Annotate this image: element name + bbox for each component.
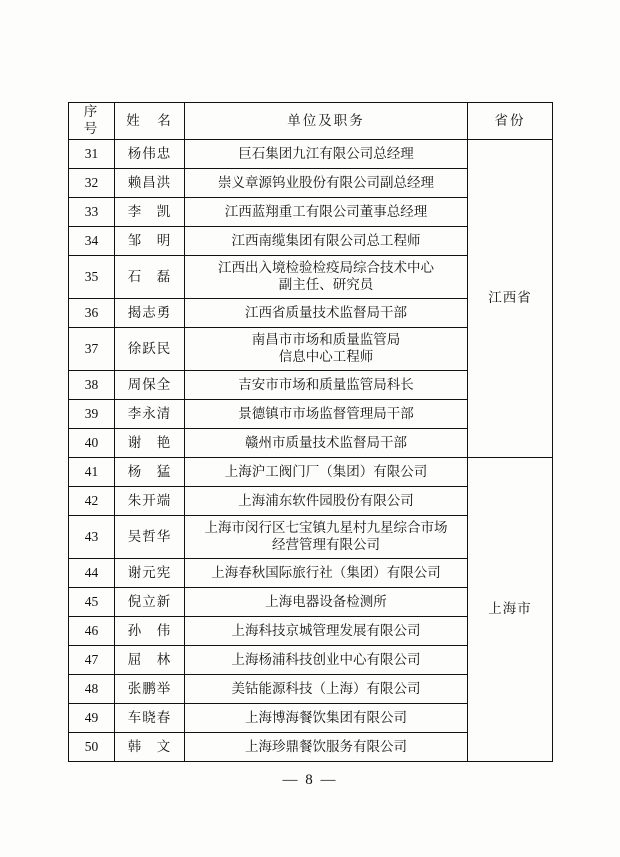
table-header <box>69 103 553 140</box>
cell-serial-number: 36 <box>69 299 115 328</box>
cell-serial-number: 44 <box>69 559 115 588</box>
column-header-name: 姓 名 <box>115 103 185 140</box>
cell-serial-number: 40 <box>69 429 115 458</box>
cell-person-name: 石 磊 <box>115 256 185 299</box>
cell-person-name: 孙 伟 <box>115 617 185 646</box>
cell-organization-title: 江西蓝翔重工有限公司董事总经理 <box>185 198 468 227</box>
cell-organization-line-1: 南昌市市场和质量监管局 <box>251 332 401 348</box>
cell-serial-number: 47 <box>69 646 115 675</box>
cell-organization-title: 美钴能源科技（上海）有限公司 <box>185 675 468 704</box>
cell-serial-number: 41 <box>69 458 115 487</box>
cell-organization-title: 上海博海餐饮集团有限公司 <box>185 704 468 733</box>
cell-person-name: 邹 明 <box>115 227 185 256</box>
cell-organization-title: 江西省质量技术监督局干部 <box>185 299 468 328</box>
cell-organization-title: 赣州市质量技术监督局干部 <box>185 429 468 458</box>
cell-organization-title: 崇义章源钨业股份有限公司副总经理 <box>185 169 468 198</box>
table-row <box>69 458 553 487</box>
cell-person-name: 李 凯 <box>115 198 185 227</box>
table-body <box>69 140 553 762</box>
cell-organization-line-1: 上海市闵行区七宝镇九星村九星综合市场 <box>204 520 448 536</box>
cell-person-name: 赖昌洪 <box>115 169 185 198</box>
cell-serial-number: 46 <box>69 617 115 646</box>
cell-person-name: 车晓春 <box>115 704 185 733</box>
cell-serial-number: 49 <box>69 704 115 733</box>
cell-organization-line-2: 信息中心工程师 <box>278 349 374 364</box>
cell-organization-title <box>185 328 468 371</box>
cell-person-name: 揭志勇 <box>115 299 185 328</box>
cell-person-name: 屈 林 <box>115 646 185 675</box>
column-header-org: 单位及职务 <box>185 103 468 140</box>
cell-serial-number: 48 <box>69 675 115 704</box>
page-number: — 8 — <box>282 772 338 788</box>
cell-serial-number: 39 <box>69 400 115 429</box>
cell-organization-line-2: 副主任、研究员 <box>278 277 374 292</box>
cell-serial-number: 38 <box>69 371 115 400</box>
cell-organization-title: 江西南缆集团有限公司总工程师 <box>185 227 468 256</box>
cell-organization-title: 上海沪工阀门厂（集团）有限公司 <box>185 458 468 487</box>
cell-person-name: 朱开端 <box>115 487 185 516</box>
cell-person-name: 徐跃民 <box>115 328 185 371</box>
cell-person-name: 杨伟忠 <box>115 140 185 169</box>
cell-serial-number: 35 <box>69 256 115 299</box>
cell-serial-number: 31 <box>69 140 115 169</box>
cell-person-name: 谢元宪 <box>115 559 185 588</box>
cell-serial-number: 33 <box>69 198 115 227</box>
cell-province: 上海市 <box>468 458 553 762</box>
cell-serial-number: 50 <box>69 733 115 762</box>
table-row <box>69 140 553 169</box>
cell-province: 江西省 <box>468 140 553 458</box>
cell-organization-title: 上海杨浦科技创业中心有限公司 <box>185 646 468 675</box>
cell-person-name: 张鹏举 <box>115 675 185 704</box>
cell-organization-title: 巨石集团九江有限公司总经理 <box>185 140 468 169</box>
cell-organization-title: 上海珍鼎餐饮服务有限公司 <box>185 733 468 762</box>
cell-organization-title: 景德镇市市场监督管理局干部 <box>185 400 468 429</box>
cell-serial-number: 34 <box>69 227 115 256</box>
cell-person-name: 韩 文 <box>115 733 185 762</box>
cell-person-name: 吴哲华 <box>115 516 185 559</box>
cell-person-name: 倪立新 <box>115 588 185 617</box>
cell-organization-title: 上海电器设备检测所 <box>185 588 468 617</box>
roster-table <box>68 102 553 762</box>
cell-serial-number: 32 <box>69 169 115 198</box>
cell-serial-number: 43 <box>69 516 115 559</box>
table-header-row <box>69 103 553 140</box>
cell-organization-title <box>185 516 468 559</box>
cell-organization-title: 上海科技京城管理发展有限公司 <box>185 617 468 646</box>
column-header-province: 省份 <box>468 103 553 140</box>
roster-table-container <box>68 102 552 762</box>
cell-organization-line-1: 江西出入境检验检疫局综合技术中心 <box>218 260 434 276</box>
cell-organization-line-2: 经营管理有限公司 <box>272 537 380 552</box>
cell-serial-number: 42 <box>69 487 115 516</box>
cell-person-name: 谢 艳 <box>115 429 185 458</box>
column-header-no: 序 号 <box>69 103 115 140</box>
cell-organization-title: 上海春秋国际旅行社（集团）有限公司 <box>185 559 468 588</box>
cell-serial-number: 45 <box>69 588 115 617</box>
cell-serial-number: 37 <box>69 328 115 371</box>
cell-person-name: 周保全 <box>115 371 185 400</box>
cell-organization-title <box>185 256 468 299</box>
cell-person-name: 李永清 <box>115 400 185 429</box>
cell-person-name: 杨 猛 <box>115 458 185 487</box>
cell-organization-title: 吉安市市场和质量监管局科长 <box>185 371 468 400</box>
cell-organization-title: 上海浦东软件园股份有限公司 <box>185 487 468 516</box>
